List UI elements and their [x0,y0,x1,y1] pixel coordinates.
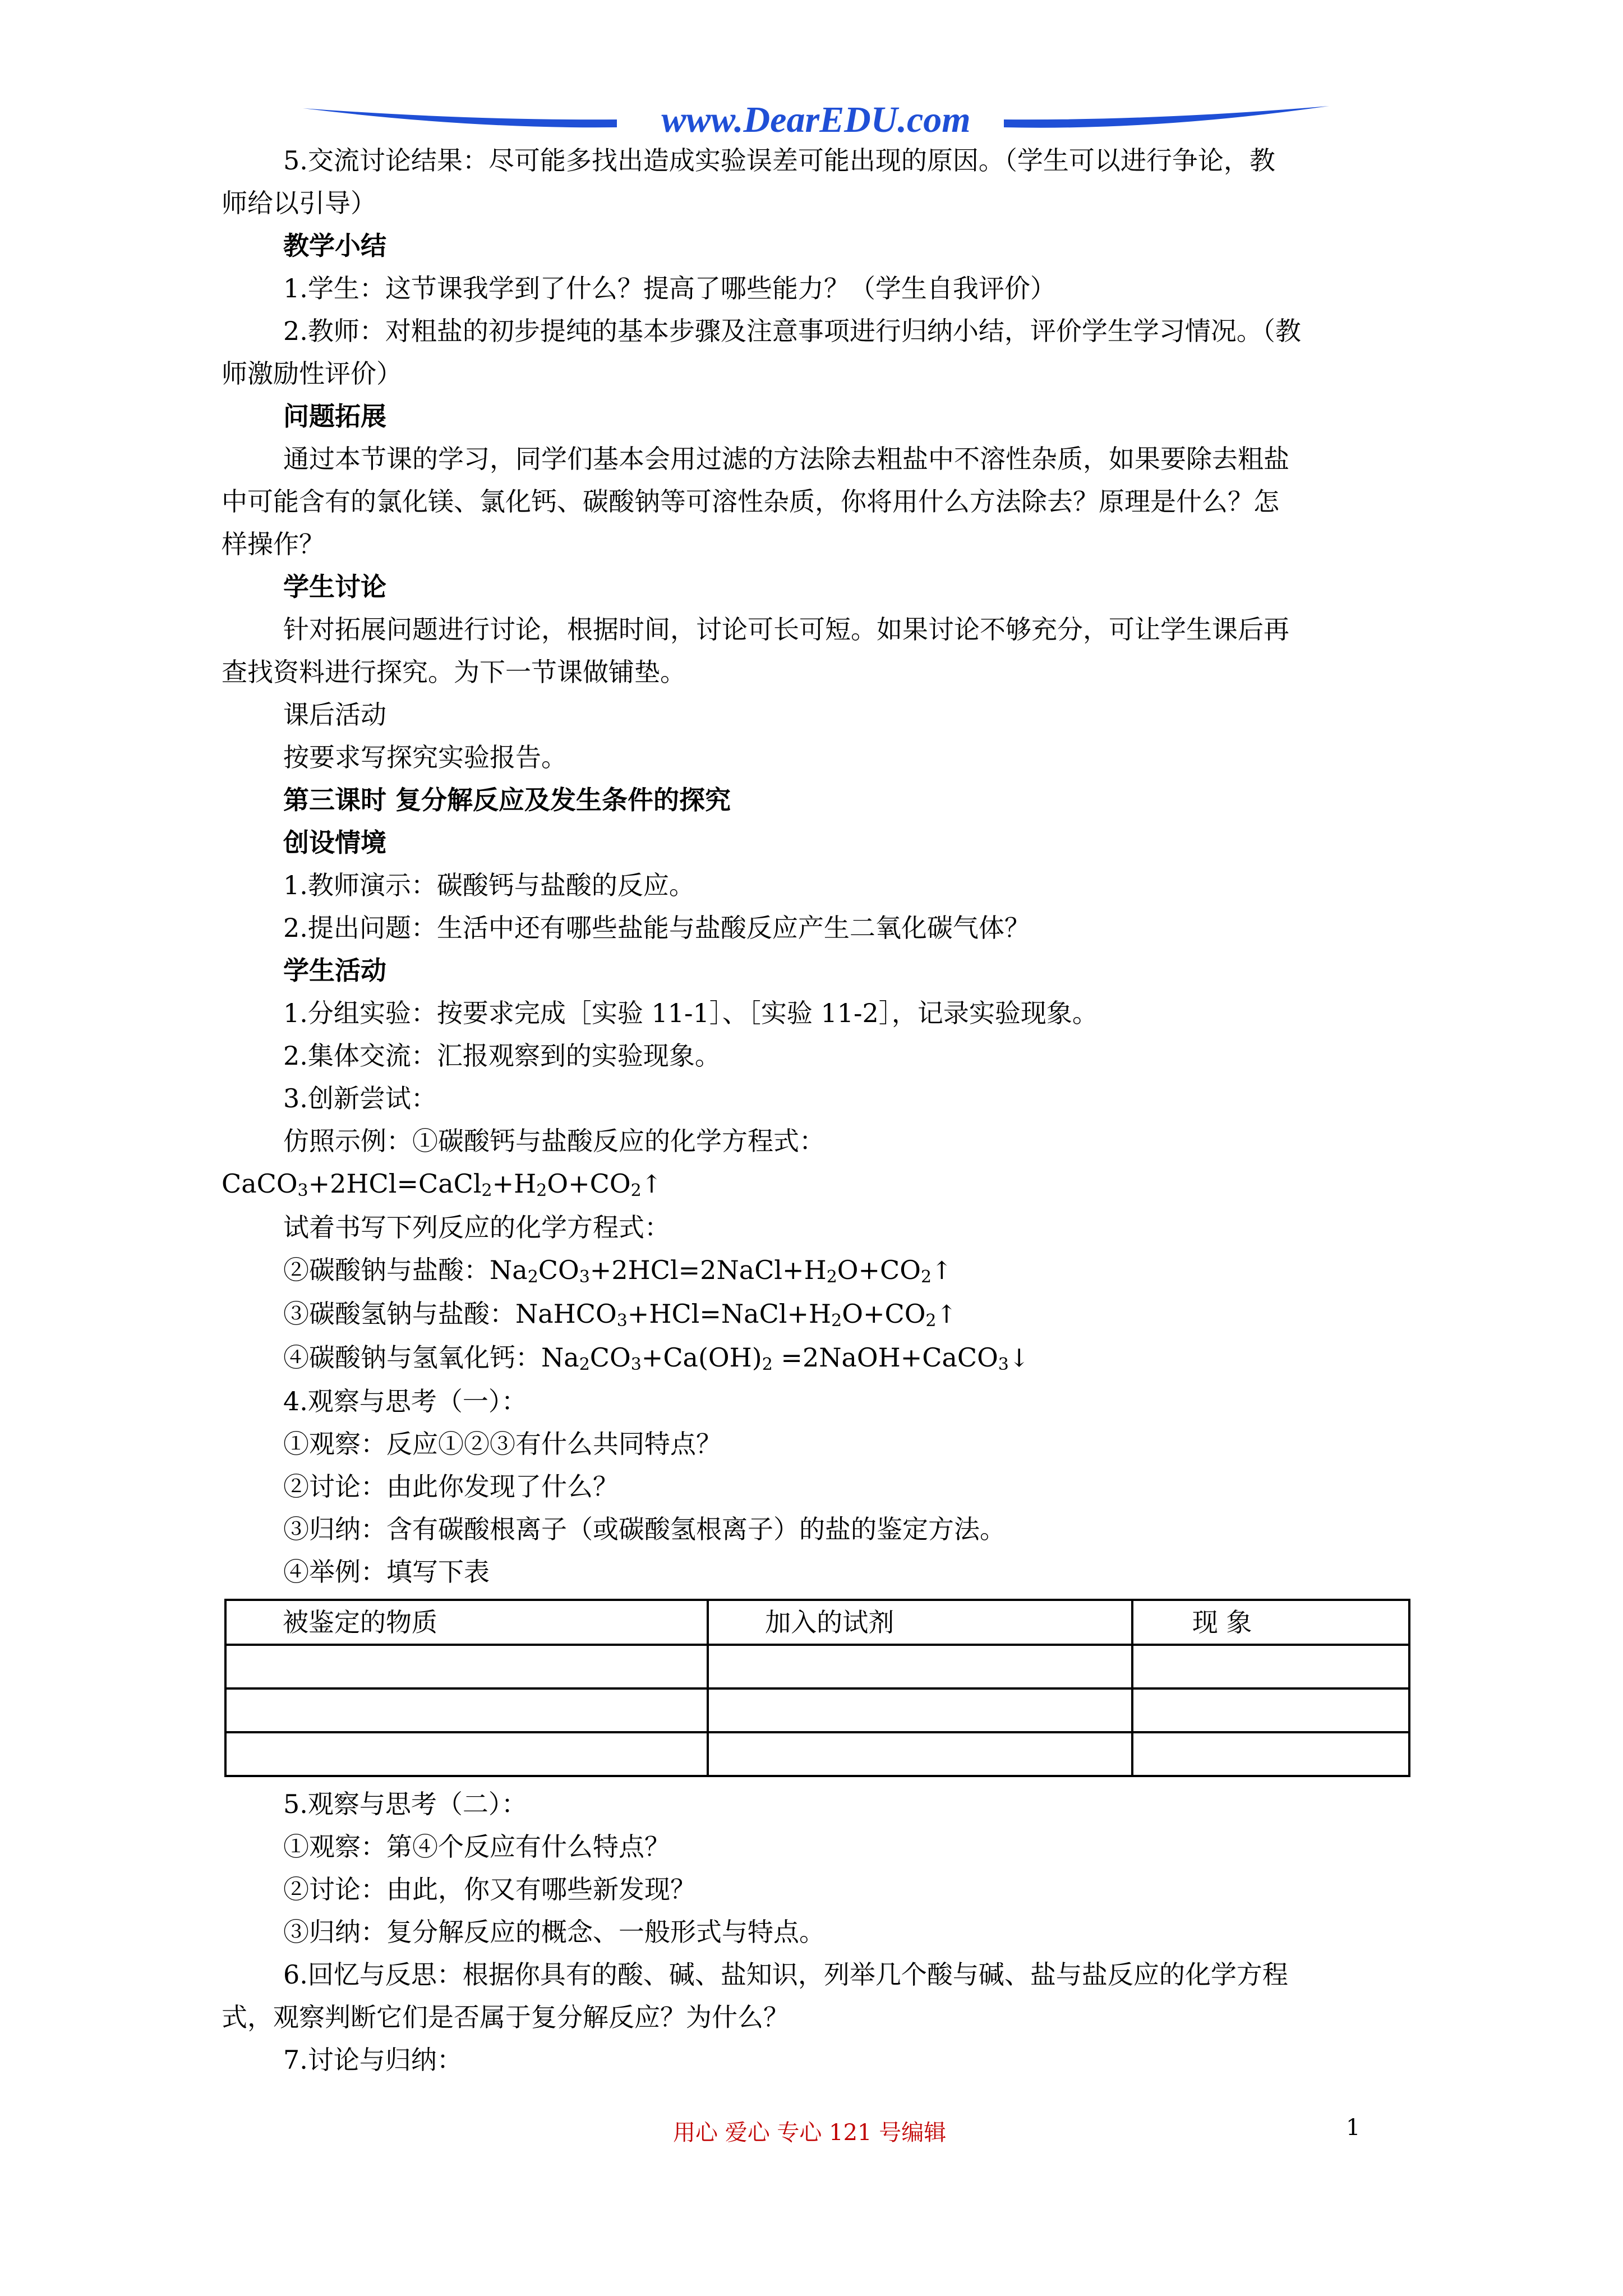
arrow-symbol: ↓ [1008,1344,1030,1373]
text-line: 式，观察判断它们是否属于复分解反应？为什么？ [222,2002,789,2032]
footer-text: 用心 爱心 专心 121 号编辑 [673,2120,947,2146]
equation-part: Na [541,1342,579,1373]
table-cell [225,1645,708,1688]
text-line: 第三课时 复分解反应及发生条件的探究 [283,785,731,815]
text-line: 查找资料进行探究。为下一节课做铺垫。 [222,657,686,687]
equation-part: +Ca(OH) [641,1342,762,1373]
page-footer [0,2115,1623,2148]
table-header-cell: 加入的试剂 [708,1600,1132,1645]
subscript: 2 [831,1311,842,1331]
section-lines-1 [222,139,1416,1162]
table-header-row [225,1600,1409,1645]
equation-part: +HCl=NaCl+H [627,1299,832,1329]
equation-part: NaHCO [515,1299,617,1329]
subscript: 3 [998,1355,1009,1374]
subscript: 2 [920,1267,932,1287]
subscript: 2 [579,1355,590,1374]
text-line: 学生讨论 [283,572,386,602]
text-line: 课后活动 [283,700,386,730]
equation-part: O+CO [842,1299,926,1329]
text-line: 2.提出问题：生活中还有哪些盐能与盐酸反应产生二氧化碳气体？ [283,913,1030,943]
table-row [225,1645,1409,1688]
table-cell [708,1688,1132,1732]
text-line: 1.分组实验：按要求完成［实验 11-1］、［实验 11-2］，记录实验现象。 [283,998,1098,1028]
text-line: 仿照示例：①碳酸钙与盐酸反应的化学方程式： [283,1126,825,1156]
equation-2: ②碳酸钠与盐酸：$Na_2CO_3+2HCl=2NaCl+H_2O+CO_2↑$ [283,1255,952,1287]
table-cell [1132,1645,1409,1688]
table-cell [1132,1732,1409,1776]
subscript: 2 [630,1181,642,1200]
equation-part: +H [492,1168,537,1199]
equation-part: +2HCl=2NaCl+H [589,1255,827,1285]
text-line: 4.观察与思考（一）： [283,1386,527,1416]
equation-part: CO [589,1342,631,1373]
table-row [225,1688,1409,1732]
subscript: 2 [925,1311,937,1331]
text-line: ②讨论：由此你发现了什么？ [283,1471,619,1502]
subscript: 2 [762,1355,773,1374]
subscript: 3 [616,1311,628,1331]
equation-part: O+CO [547,1168,631,1199]
section-lines-3 [222,1783,1416,2081]
text-line: 师给以引导） [222,188,376,218]
text-line: ①观察：第④个反应有什么特点？ [283,1832,670,1862]
equation-part: O+CO [837,1255,921,1285]
text-line: 5.交流讨论结果：尽可能多找出造成实验误差可能出现的原因。（学生可以进行争论，教 [283,145,1275,176]
subscript: 2 [536,1181,547,1200]
page-number: 1 [1346,2115,1361,2141]
equation-part: =2NaOH+CaCO [772,1342,998,1373]
text-line: 师激励性评价） [222,358,402,389]
table-cell [708,1645,1132,1688]
equation-prompt: 试着书写下列反应的化学方程式： [283,1212,670,1243]
text-line: ①观察：反应①②③有什么共同特点？ [283,1429,722,1459]
text-line: 按要求写探究实验报告。 [283,742,567,772]
subscript: 3 [579,1267,590,1287]
equation-3: ③碳酸氢钠与盐酸：$NaHCO_3+HCl=NaCl+H_2O+CO_2↑$ [283,1299,957,1331]
text-line: 中可能含有的氯化镁、氯化钙、碳酸钠等可溶性杂质，你将用什么方法除去？原理是什么？怎 [222,486,1279,517]
text-line: 针对拓展问题进行讨论，根据时间，讨论可长可短。如果讨论不够充分，可让学生课后再 [283,614,1289,645]
text-line: 样操作？ [222,529,325,559]
table-cell [225,1688,708,1732]
equation-part: CO [538,1255,579,1285]
identification-table [224,1599,1410,1777]
site-name: www.DearEDU.com [661,99,971,140]
table-cell [225,1732,708,1776]
arrow-symbol: ↑ [932,1257,952,1285]
text-line: 6.回忆与反思：根据你具有的酸、碱、盐知识，列举几个酸与碱、盐与盐反应的化学方程 [283,1959,1288,1990]
text-line: 7.讨论与归纳： [283,2045,463,2075]
subscript: 2 [826,1267,837,1287]
arrow-symbol: ↑ [936,1300,957,1329]
text-line: 创设情境 [283,827,386,858]
text-line: ③归纳：复分解反应的概念、一般形式与特点。 [283,1917,825,1947]
subscript: 3 [630,1355,642,1374]
equation-1 [222,1162,1416,1206]
subscript: 2 [481,1181,492,1200]
subscript: 3 [297,1181,308,1200]
text-line: 2.教师：对粗盐的初步提纯的基本步骤及注意事项进行归纳小结，评价学生学习情况。（教 [283,316,1301,346]
subscript: 2 [527,1267,538,1287]
arrow-symbol: ↑ [641,1170,662,1199]
text-line: 1.教师演示：碳酸钙与盐酸的反应。 [283,870,695,900]
table-header-cell: 被鉴定的物质 [225,1600,708,1645]
text-line: 3.创新尝试： [283,1083,437,1114]
table-header-cell: 现 象 [1132,1600,1409,1645]
table-row [225,1732,1409,1776]
text-line: 1.学生：这节课我学到了什么？提高了哪些能力？（学生自我评价） [283,273,1056,303]
text-line: 问题拓展 [283,401,386,431]
text-line: 通过本节课的学习，同学们基本会用过滤的方法除去粗盐中不溶性杂质，如果要除去粗盐 [283,444,1289,474]
text-line: 2.集体交流：汇报观察到的实验现象。 [283,1041,721,1071]
table-cell [1132,1688,1409,1732]
text-line: 教学小结 [283,231,386,261]
equation-part: CaCO [222,1168,298,1199]
equation-4: ④碳酸钠与氢氧化钙：$Na_2CO_3+Ca(OH)_2$ =2NaOH+CaCO$_3$↓ [283,1342,1030,1374]
equation-part: +2HCl=CaCl [308,1168,482,1199]
section-lines-2 [222,1380,1416,1593]
text-line: ④举例：填写下表 [283,1557,490,1587]
text-line: ③归纳：含有碳酸根离子（或碳酸氢根离子）的盐的鉴定方法。 [283,1514,1006,1544]
text-line: 5.观察与思考（二）： [283,1789,527,1819]
text-line: ②讨论：由此，你又有哪些新发现？ [283,1874,696,1904]
text-line: 学生活动 [283,955,386,986]
document-body [222,139,1416,2081]
table-cell [708,1732,1132,1776]
equation-part: Na [490,1255,528,1285]
